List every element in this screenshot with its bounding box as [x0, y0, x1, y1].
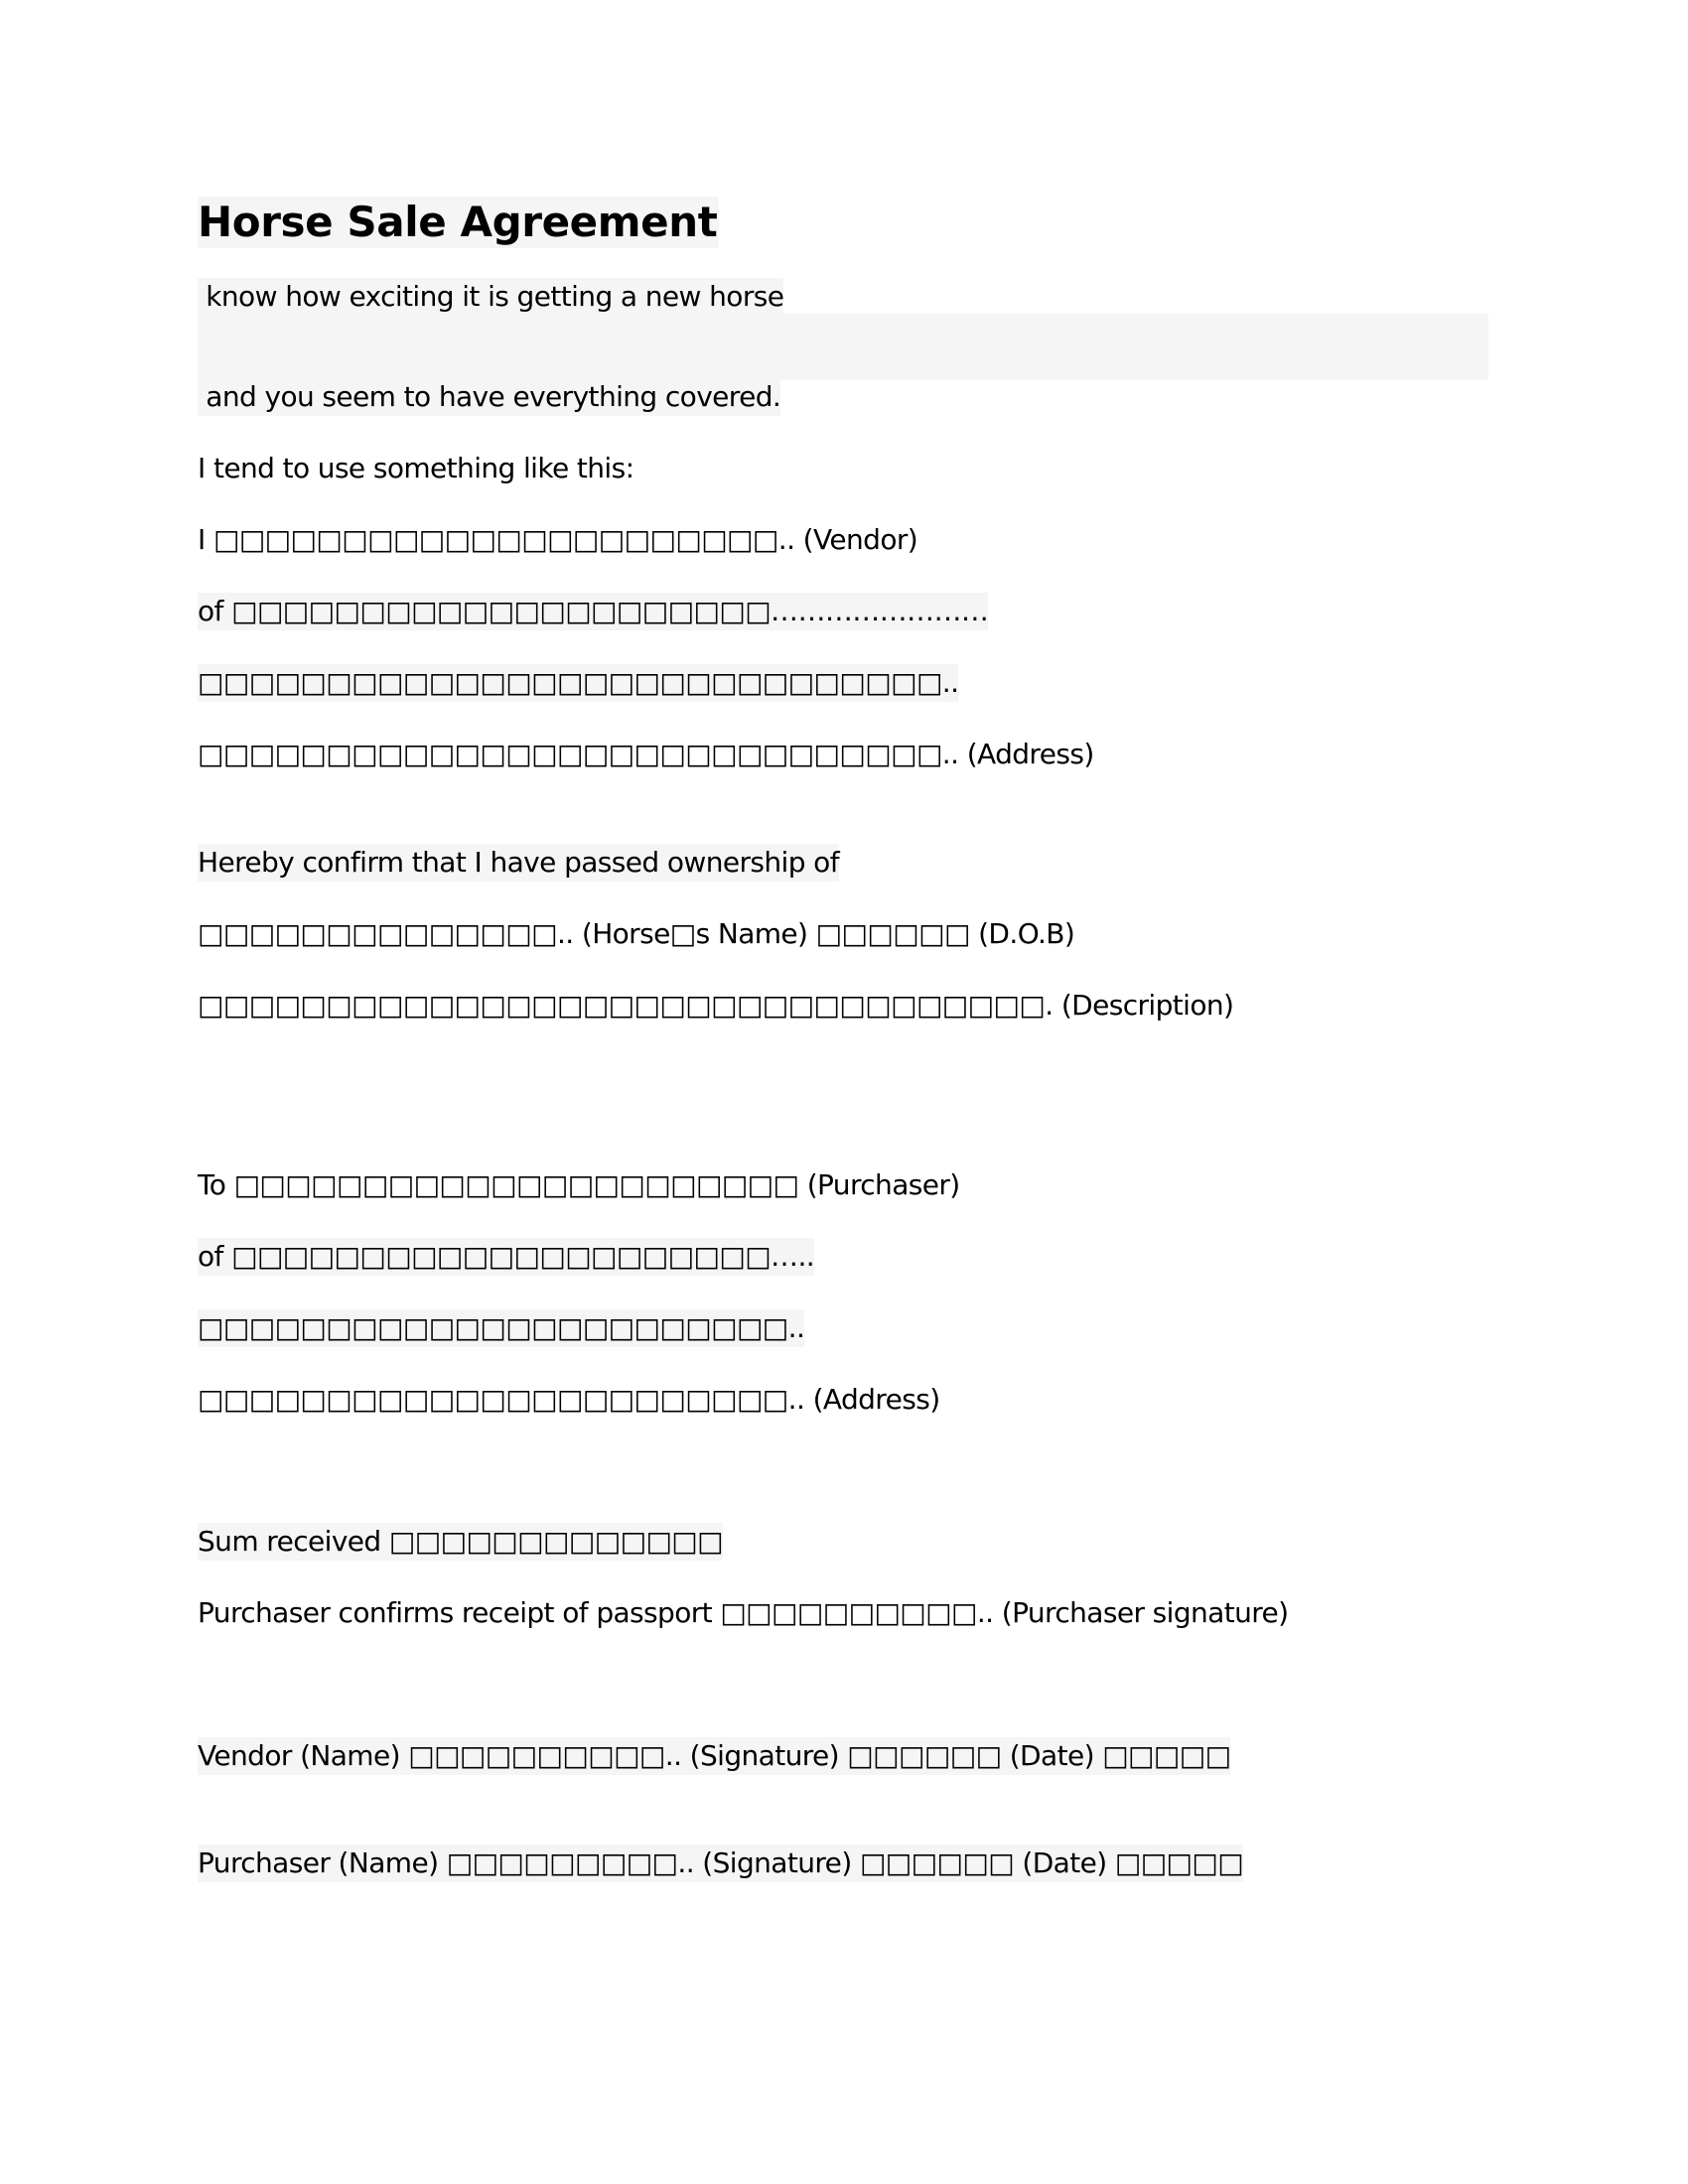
intro-line-3: I tend to use something like this: [198, 452, 634, 484]
intro-line-1: know how exciting it is getting a new horse [198, 278, 783, 316]
vendor-signature-line: Vendor (Name) □□□□□□□□□□.. (Signature) □□□□□□ (Date) □□□□□ [198, 1737, 1230, 1775]
document-title: Horse Sale Agreement [198, 198, 718, 246]
vendor-address-line-1: □□□□□□□□□□□□□□□□□□□□□□□□□□□□□.. [198, 664, 958, 702]
passport-receipt-line: Purchaser confirms receipt of passport □□□□□□□□□□.. (Purchaser signature) [198, 1596, 1289, 1629]
vendor-of-line: of □□□□□□□□□□□□□□□□□□□□□…………………… [198, 593, 988, 630]
purchaser-address-line-1: □□□□□□□□□□□□□□□□□□□□□□□.. [198, 1309, 804, 1347]
purchaser-signature-line: Purchaser (Name) □□□□□□□□□.. (Signature) □□□□□□ (Date) □□□□□ [198, 1844, 1243, 1882]
intro-line-2: and you seem to have everything covered. [198, 378, 780, 416]
vendor-name-line: I □□□□□□□□□□□□□□□□□□□□□□.. (Vendor) [198, 523, 918, 556]
purchaser-of-line: of □□□□□□□□□□□□□□□□□□□□□….. [198, 1238, 814, 1276]
vendor-address-line-2: □□□□□□□□□□□□□□□□□□□□□□□□□□□□□.. (Address) [198, 738, 1094, 770]
highlight-band [198, 314, 1488, 380]
purchaser-address-line-2: □□□□□□□□□□□□□□□□□□□□□□□.. (Address) [198, 1383, 940, 1416]
confirm-ownership-line: Hereby confirm that I have passed ownership of [198, 844, 839, 882]
horse-name-line: □□□□□□□□□□□□□□.. (Horse□s Name) □□□□□□ (D.O.B) [198, 917, 1075, 950]
purchaser-name-line: To □□□□□□□□□□□□□□□□□□□□□□ (Purchaser) [198, 1168, 960, 1201]
horse-description-line: □□□□□□□□□□□□□□□□□□□□□□□□□□□□□□□□□. (Description) [198, 989, 1234, 1022]
sum-received-line: Sum received □□□□□□□□□□□□□ [198, 1523, 723, 1561]
